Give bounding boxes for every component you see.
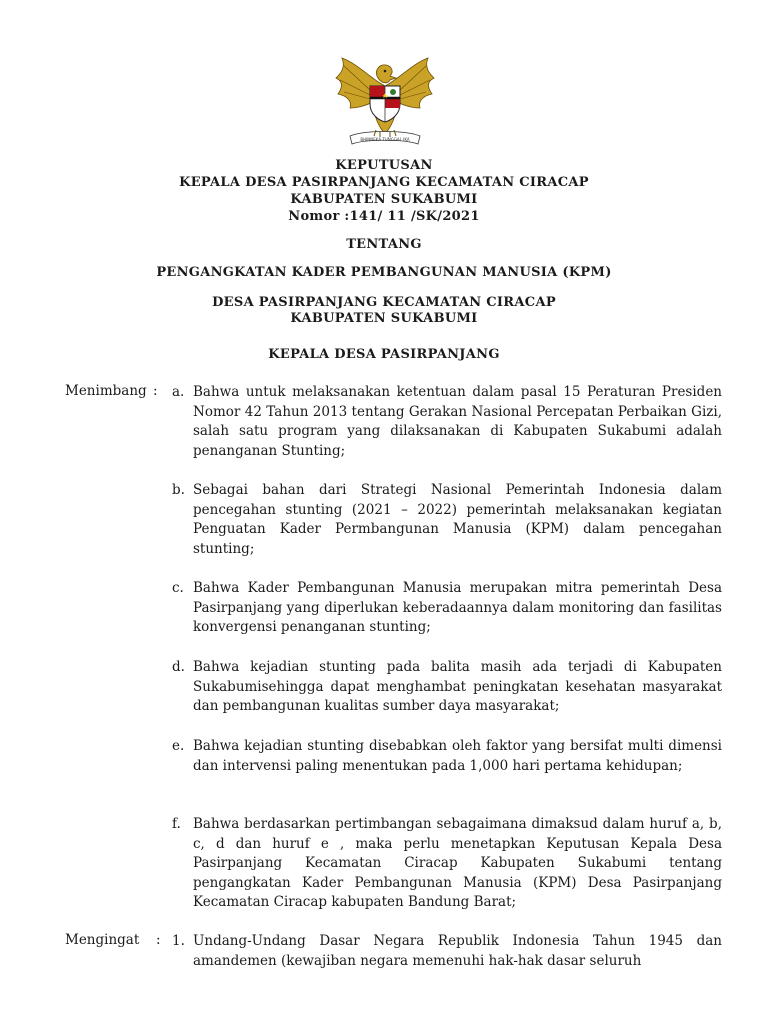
item-text: Undang-Undang Dasar Negara Republik Indonesia Tahun 1945 dan amandemen (kewajiban negara memenuhi hak-hak dasar seluruh: [193, 933, 722, 969]
village-line: DESA PASIRPANJANG KECAMATAN CIRACAP: [212, 295, 556, 310]
menimbang-colon: :: [153, 383, 158, 399]
menimbang-item-d: [172, 658, 722, 717]
decree-title: KEPUTUSAN: [335, 158, 433, 173]
menimbang-item-e: [172, 737, 722, 776]
item-text: Bahwa kejadian stunting pada balita masih ada terjadi di Kabupaten Sukabumisehingga dapat menghambat peningkatan kesehatan masyarakat dan pembangunan kualitas sumber daya masyarakat;: [193, 659, 722, 714]
item-letter: a.: [172, 384, 185, 400]
item-letter: e.: [172, 738, 185, 754]
mengingat-label: Mengingat: [65, 932, 140, 948]
menimbang-item-a: [172, 383, 722, 461]
item-letter: f.: [172, 816, 181, 832]
menimbang-item-b: [172, 481, 722, 559]
item-text: Bahwa untuk melaksanakan ketentuan dalam pasal 15 Peraturan Presiden Nomor 42 Tahun 2013 tentang Gerakan Nasional Percepatan Perbaikan Gizi, salah satu program yang dilaksanakan di Kabupaten Sukabumi adalah penanganan Stunting;: [193, 384, 722, 459]
menimbang-item-f: [172, 815, 722, 913]
item-number: 1.: [172, 933, 185, 949]
tentang-heading: TENTANG: [346, 237, 422, 252]
mengingat-colon: :: [156, 932, 161, 948]
item-text: Bahwa Kader Pembangunan Manusia merupakan mitra pemerintah Desa Pasirpanjang yang diperlukan keberadaannya dalam monitoring dan fasilitas konvergensi penanganan stunting;: [193, 580, 722, 635]
village-heading: [0, 295, 768, 327]
item-text: Bahwa berdasarkan pertimbangan sebagaimana dimaksud dalam huruf a, b, c, d dan huruf e , maka perlu menetapkan Keputusan Kepala Desa Pasirpanjang Kecamatan Ciracap Kabupaten Sukabumi tentang pengangkatan Kader Pembangunan Manusia (KPM) Desa Pasirpanjang Kecamatan Ciracap kabupaten Bandung Barat;: [193, 816, 722, 910]
regency-line: KABUPATEN SUKABUMI: [290, 192, 478, 207]
kepala-heading: KEPALA DESA PASIRPANJANG: [268, 347, 500, 362]
item-text: Bahwa kejadian stunting disebabkan oleh faktor yang bersifat multi dimensi dan intervensi paling menentukan pada 1,000 hari pertama kehidupan;: [193, 738, 722, 774]
village-regency-line: KABUPATEN SUKABUMI: [290, 311, 478, 326]
item-letter: c.: [172, 580, 184, 596]
menimbang-item-c: [172, 579, 722, 638]
mengingat-item-1: [172, 932, 722, 971]
menimbang-label: Menimbang: [65, 383, 147, 399]
decree-subject: PENGANGKATAN KADER PEMBANGUNAN MANUSIA (KPM): [156, 265, 612, 280]
svg-text:BHINNEKA TUNGGAL IKA: BHINNEKA TUNGGAL IKA: [360, 137, 410, 142]
item-letter: d.: [172, 659, 185, 675]
item-letter: b.: [172, 482, 185, 498]
garuda-pancasila-emblem: [330, 56, 440, 152]
item-text: Sebagai bahan dari Strategi Nasional Pemerintah Indonesia dalam pencegahan stunting (2021 – 2022) pemerintah melaksanakan kegiatan Penguatan Kader Permbangunan Manusia (KPM) dalam pencegahan stunting;: [193, 482, 722, 557]
decree-header: [0, 157, 768, 225]
issuer-line: KEPALA DESA PASIRPANJANG KECAMATAN CIRACAP: [179, 175, 589, 190]
decree-number: Nomor :141/ 11 /SK/2021: [288, 209, 480, 224]
